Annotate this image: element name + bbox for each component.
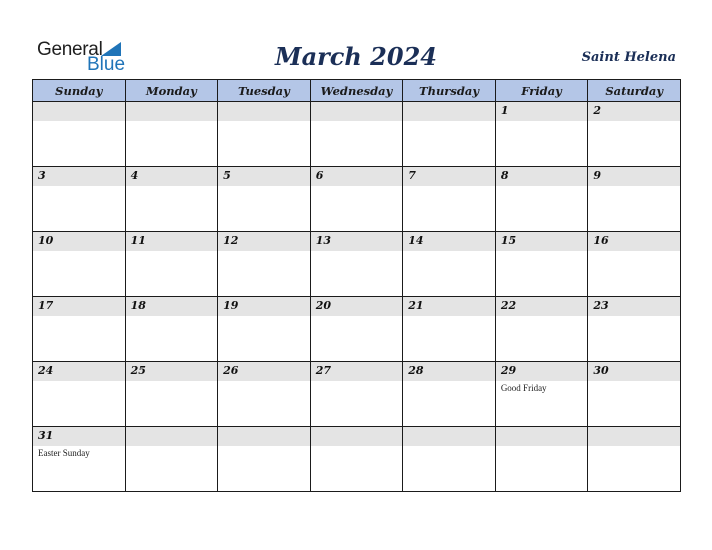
day-cell bbox=[218, 297, 311, 362]
day-cell bbox=[310, 427, 403, 492]
day-cell bbox=[218, 232, 311, 297]
date-band bbox=[403, 167, 495, 186]
date-band bbox=[588, 102, 680, 121]
day-cell bbox=[33, 167, 126, 232]
day-number: 28 bbox=[408, 364, 424, 377]
day-cell bbox=[403, 362, 496, 427]
day-number: 9 bbox=[593, 169, 602, 182]
day-cell bbox=[495, 427, 588, 492]
weekday-header-saturday: Saturday bbox=[588, 80, 681, 102]
date-band bbox=[126, 102, 218, 121]
day-cell bbox=[125, 232, 218, 297]
week-row bbox=[33, 167, 681, 232]
day-cell bbox=[495, 167, 588, 232]
day-number: 1 bbox=[500, 104, 509, 117]
day-cell bbox=[588, 297, 681, 362]
day-number: 15 bbox=[500, 234, 517, 247]
day-cell bbox=[310, 297, 403, 362]
date-band bbox=[311, 102, 403, 121]
day-cell bbox=[495, 232, 588, 297]
calendar-body bbox=[33, 102, 681, 492]
week-row bbox=[33, 427, 681, 492]
day-cell bbox=[218, 102, 311, 167]
weekday-header-wednesday: Wednesday bbox=[310, 80, 403, 102]
date-band bbox=[311, 167, 403, 186]
day-cell bbox=[588, 362, 681, 427]
day-number: 6 bbox=[315, 169, 324, 182]
day-cell bbox=[218, 427, 311, 492]
day-number: 25 bbox=[130, 364, 146, 377]
day-cell bbox=[495, 362, 588, 427]
date-band bbox=[126, 427, 218, 446]
day-cell bbox=[495, 297, 588, 362]
week-row bbox=[33, 232, 681, 297]
calendar-title: March 2024 bbox=[275, 42, 437, 71]
holiday-label: Easter Sunday bbox=[38, 448, 90, 458]
day-number: 12 bbox=[223, 234, 239, 247]
day-number: 31 bbox=[38, 429, 54, 442]
day-cell bbox=[403, 102, 496, 167]
day-cell bbox=[218, 167, 311, 232]
date-band bbox=[126, 167, 218, 186]
date-band bbox=[33, 167, 125, 186]
day-cell bbox=[403, 232, 496, 297]
day-number: 18 bbox=[130, 299, 146, 312]
day-number: 11 bbox=[130, 234, 146, 247]
logo-general-text: General bbox=[37, 39, 103, 60]
day-cell bbox=[33, 297, 126, 362]
date-band bbox=[218, 102, 310, 121]
day-cell bbox=[310, 102, 403, 167]
day-number: 29 bbox=[500, 364, 517, 377]
day-cell bbox=[588, 427, 681, 492]
day-cell bbox=[310, 167, 403, 232]
day-number: 24 bbox=[38, 364, 54, 377]
day-number: 21 bbox=[408, 299, 424, 312]
day-number: 23 bbox=[593, 299, 609, 312]
weekday-header-monday: Monday bbox=[125, 80, 218, 102]
date-band bbox=[403, 102, 495, 121]
day-number: 7 bbox=[408, 169, 416, 182]
date-band bbox=[496, 102, 588, 121]
date-band bbox=[33, 102, 125, 121]
date-band bbox=[588, 427, 680, 446]
weekday-header-row bbox=[33, 80, 681, 102]
date-band bbox=[218, 427, 310, 446]
day-cell bbox=[310, 232, 403, 297]
day-number: 20 bbox=[315, 299, 331, 312]
day-cell bbox=[218, 362, 311, 427]
day-number: 10 bbox=[38, 234, 54, 247]
weekday-header-thursday: Thursday bbox=[403, 80, 496, 102]
day-number: 17 bbox=[38, 299, 54, 312]
week-row bbox=[33, 297, 681, 362]
day-number: 5 bbox=[223, 169, 231, 182]
day-cell bbox=[588, 167, 681, 232]
day-number: 2 bbox=[593, 104, 602, 117]
day-number: 14 bbox=[408, 234, 424, 247]
day-cell bbox=[125, 167, 218, 232]
day-cell bbox=[403, 297, 496, 362]
date-band bbox=[496, 427, 588, 446]
day-number: 26 bbox=[223, 364, 239, 377]
day-number: 8 bbox=[500, 169, 509, 182]
week-row bbox=[33, 362, 681, 427]
region-name: Saint Helena bbox=[581, 50, 676, 65]
weekday-header-tuesday: Tuesday bbox=[218, 80, 311, 102]
day-cell bbox=[403, 167, 496, 232]
date-band bbox=[311, 427, 403, 446]
day-cell bbox=[125, 102, 218, 167]
day-cell bbox=[310, 362, 403, 427]
date-band bbox=[588, 167, 680, 186]
day-cell bbox=[125, 362, 218, 427]
day-number: 30 bbox=[593, 364, 609, 377]
day-cell bbox=[495, 102, 588, 167]
day-cell bbox=[33, 427, 126, 492]
day-cell bbox=[125, 427, 218, 492]
date-band bbox=[218, 167, 310, 186]
logo-blue-text: Blue bbox=[87, 54, 126, 75]
day-cell bbox=[125, 297, 218, 362]
day-cell bbox=[33, 232, 126, 297]
day-number: 19 bbox=[223, 299, 239, 312]
date-band bbox=[496, 167, 588, 186]
day-number: 3 bbox=[38, 169, 46, 182]
date-band bbox=[403, 427, 495, 446]
day-number: 16 bbox=[593, 234, 609, 247]
week-row bbox=[33, 102, 681, 167]
day-cell bbox=[33, 102, 126, 167]
day-number: 13 bbox=[315, 234, 331, 247]
weekday-header-friday: Friday bbox=[495, 80, 588, 102]
day-number: 27 bbox=[315, 364, 331, 377]
day-cell bbox=[588, 102, 681, 167]
day-number: 22 bbox=[500, 299, 517, 312]
calendar-grid bbox=[32, 79, 681, 492]
day-cell bbox=[588, 232, 681, 297]
holiday-label: Good Friday bbox=[500, 383, 547, 393]
day-cell bbox=[33, 362, 126, 427]
day-cell bbox=[403, 427, 496, 492]
weekday-header-sunday: Sunday bbox=[33, 80, 126, 102]
day-number: 4 bbox=[130, 169, 139, 182]
